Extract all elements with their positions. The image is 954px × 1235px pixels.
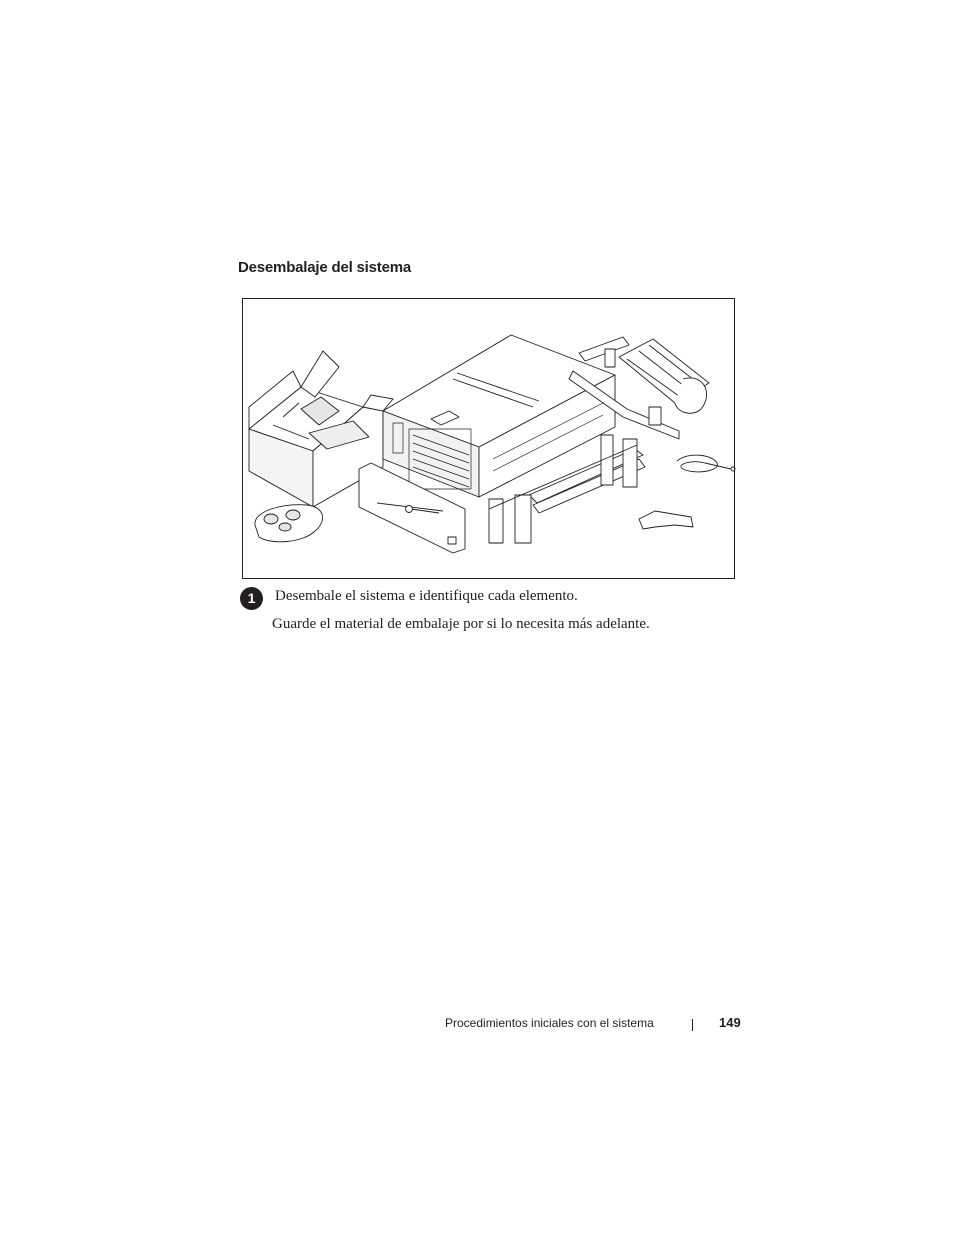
footer-separator bbox=[692, 1019, 693, 1031]
bracket-drawing bbox=[639, 511, 693, 529]
step-instruction: Desembale el sistema e identifique cada elemento. bbox=[275, 588, 578, 604]
cable-drawing bbox=[677, 455, 735, 472]
page-number: 149 bbox=[719, 1015, 741, 1030]
accessory-tray-drawing bbox=[255, 505, 323, 542]
unpacking-drawing bbox=[243, 299, 736, 580]
unpacking-illustration bbox=[242, 298, 735, 579]
footer-title: Procedimientos iniciales con el sistema bbox=[445, 1016, 654, 1030]
section-heading: Desembalaje del sistema bbox=[238, 259, 411, 276]
step-note: Guarde el material de embalaje por si lo necesita más adelante. bbox=[272, 616, 650, 632]
step-number-badge: 1 bbox=[240, 587, 263, 610]
